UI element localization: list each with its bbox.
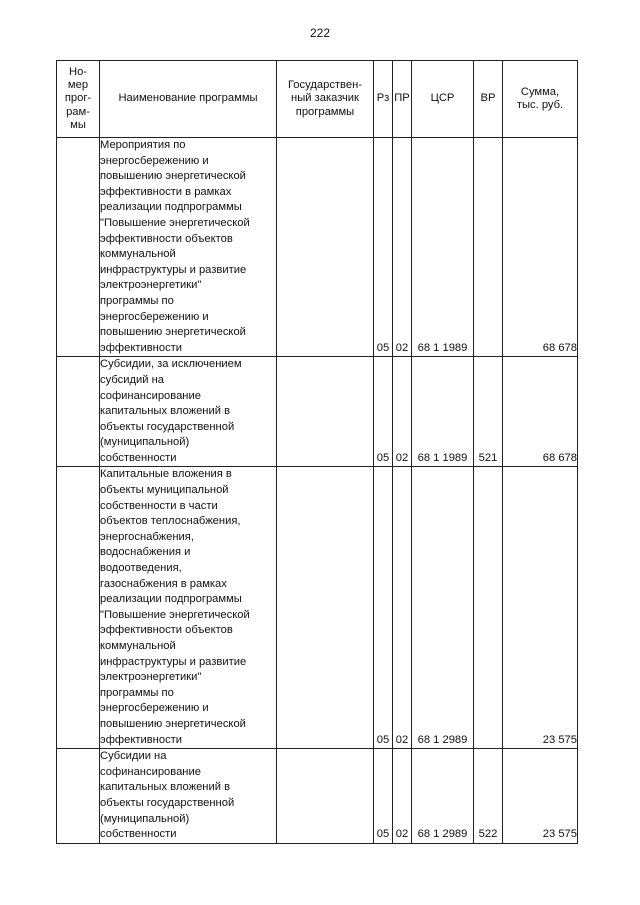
header-csr: ЦСР [412,61,474,138]
header-vr: ВР [474,61,503,138]
cell-rz: 05 [374,467,393,749]
header-pr: ПР [393,61,412,138]
cell-sum: 23 575 [503,467,578,749]
cell-state-customer [277,357,374,467]
cell-state-customer [277,749,374,844]
cell-state-customer [277,138,374,357]
table-header-row [57,61,578,138]
cell-state-customer [277,467,374,749]
page-number: 222 [309,26,331,40]
cell-vr [474,467,503,749]
table-row [57,467,578,749]
cell-csr: 68 1 2989 [412,467,474,749]
cell-csr: 68 1 1989 [412,357,474,467]
cell-program-name: Субсидии, за исключением субсидий на софинансирование капитальных вложений в объекты государственной (муниципальной) собственности [100,357,277,467]
cell-vr: 521 [474,357,503,467]
cell-pr: 02 [393,467,412,749]
cell-sum: 68 678 [503,357,578,467]
cell-program-number [57,357,100,467]
cell-program-number [57,467,100,749]
cell-pr: 02 [393,357,412,467]
cell-rz: 05 [374,357,393,467]
cell-sum: 68 678 [503,138,578,357]
budget-table [56,60,578,844]
cell-csr: 68 1 2989 [412,749,474,844]
cell-pr: 02 [393,138,412,357]
cell-vr: 522 [474,749,503,844]
table-row [57,749,578,844]
cell-rz: 05 [374,749,393,844]
cell-program-name: Субсидии на софинансирование капитальных вложений в объекты государственной (муниципальной) собственности [100,749,277,844]
cell-sum: 23 575 [503,749,578,844]
cell-program-name: Капитальные вложения в объекты муниципальной собственности в части объектов теплоснабжения, энергоснабжения, водоснабжения и водоотведения, газоснабжения в рамках реализации подпрограммы "Повышение энергетической эффективности объектов коммунальной инфраструктуры и развитие электроэнергетики" программы по энергосбережению и повышению энергетической эффективности [100,467,277,749]
cell-vr [474,138,503,357]
cell-program-number [57,749,100,844]
cell-program-name: Мероприятия по энергосбережению и повышению энергетической эффективности в рамках реализации подпрограммы "Повышение энергетической эффективности объектов коммунальной инфраструктуры и развитие электроэнергетики" программы по энергосбережению и повышению энергетической эффективности [100,138,277,357]
table-row [57,138,578,357]
cell-program-number [57,138,100,357]
table-row [57,357,578,467]
header-program-name: Наименование программы [100,61,277,138]
header-state-customer: Государствен- ный заказчик программы [277,61,374,138]
header-program-number: Но- мер прог- рам- мы [57,61,100,138]
cell-pr: 02 [393,749,412,844]
header-sum: Сумма, тыс. руб. [503,61,578,138]
cell-csr: 68 1 1989 [412,138,474,357]
cell-rz: 05 [374,138,393,357]
header-rz: Рз [374,61,393,138]
